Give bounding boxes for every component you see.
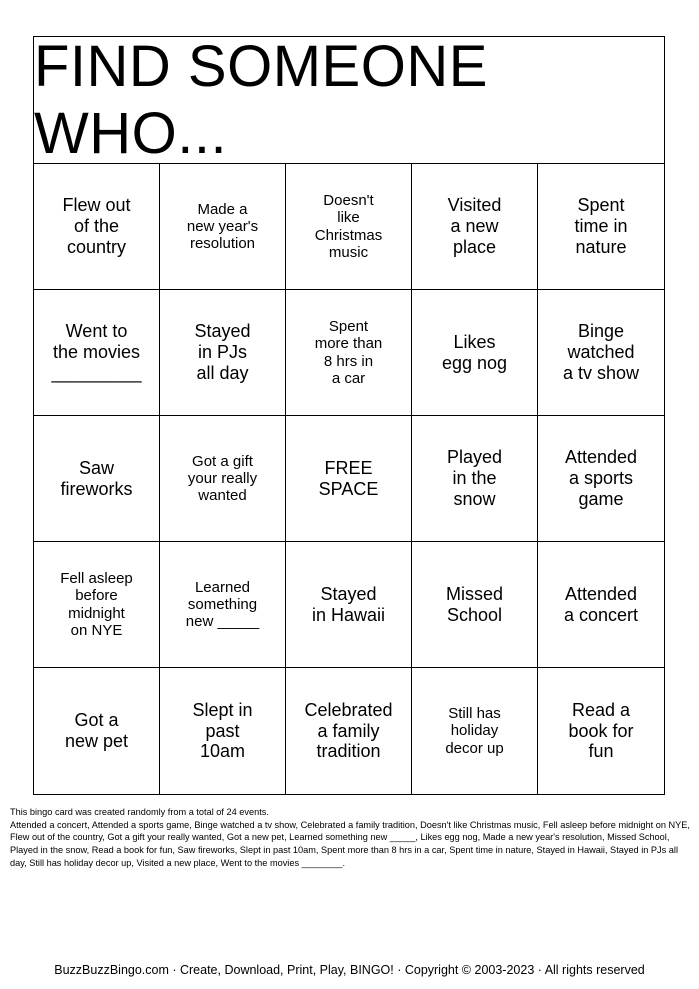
bingo-cell: Spent time in nature [538, 164, 664, 290]
bingo-cell: Missed School [412, 542, 538, 668]
bingo-cell: Likes egg nog [412, 290, 538, 416]
bingo-cell: Attended a concert [538, 542, 664, 668]
bingo-cell: Stayed in Hawaii [286, 542, 412, 668]
free-space-cell: FREE SPACE [286, 416, 412, 542]
bingo-cell: Flew out of the country [34, 164, 160, 290]
bingo-cell: Learned something new _____ [160, 542, 286, 668]
bingo-cell: Made a new year's resolution [160, 164, 286, 290]
bingo-cell: Played in the snow [412, 416, 538, 542]
copyright-line: BuzzBuzzBingo.com · Create, Download, Print, Play, BINGO! · Copyright © 2003-2023 · All rights reserved [54, 963, 645, 977]
bingo-cell: Binge watched a tv show [538, 290, 664, 416]
bingo-cell: Slept in past 10am [160, 668, 286, 794]
bingo-cell: Fell asleep before midnight on NYE [34, 542, 160, 668]
bingo-cell: Got a new pet [34, 668, 160, 794]
bingo-cell: Doesn't like Christmas music [286, 164, 412, 290]
bingo-cell: Saw fireworks [34, 416, 160, 542]
event-list [10, 806, 690, 869]
bingo-cell: Celebrated a family tradition [286, 668, 412, 794]
event-list-intro: This bingo card was created randomly from a total of 24 events. [10, 807, 269, 817]
bingo-grid [34, 164, 664, 794]
bingo-cell: Went to the movies _________ [34, 290, 160, 416]
bingo-cell: Attended a sports game [538, 416, 664, 542]
bingo-cell: Spent more than 8 hrs in a car [286, 290, 412, 416]
bingo-card [33, 36, 665, 795]
bingo-cell: Visited a new place [412, 164, 538, 290]
event-list-items: Attended a concert, Attended a sports game, Binge watched a tv show, Celebrated a family tradition, Doesn't like Christmas music, Fell asleep before midnight on NYE, Flew out of the country, Got a gift your really wanted, Got a new pet, Learned something new _____, Likes egg nog, Made a new year's resolution, Missed School, Played in the snow, Read a book for fun, Saw fireworks, Slept in past 10am, Spent more than 8 hrs in a car, Spent time in nature, Stayed in Hawaii, Stayed in PJs all day, Still has holiday decor up, Visited a new place, Went to the movies ________. [10, 819, 690, 868]
bingo-cell: Stayed in PJs all day [160, 290, 286, 416]
bingo-cell: Read a book for fun [568, 699, 634, 762]
card-title: FIND SOMEONE WHO... [34, 37, 664, 164]
bingo-cell: Still has holiday decor up [412, 668, 538, 794]
bingo-cell: Got a gift your really wanted [160, 416, 286, 542]
